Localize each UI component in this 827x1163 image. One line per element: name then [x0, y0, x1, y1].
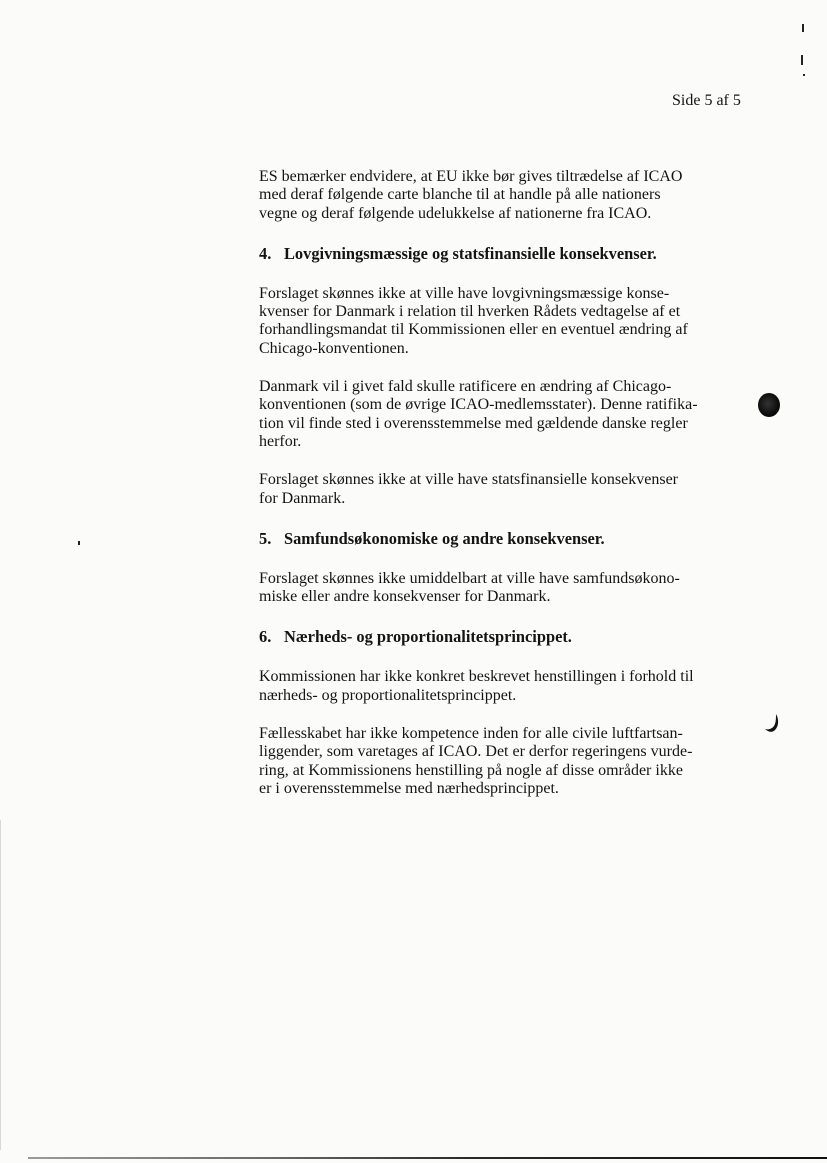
text-line: miske eller andre konsekvenser for Danmark. [259, 588, 551, 606]
section-4-number: 4. [259, 243, 272, 263]
section-5-paragraph-1 [259, 570, 749, 607]
text-line: forhandlingsmandat til Kommissionen eller en eventuel ændring af [259, 321, 688, 339]
scan-edge-artifact [0, 820, 1, 1150]
text-line: med deraf følgende carte blanche til at handle på alle nationers [259, 186, 661, 204]
section-5-title: Samfundsøkonomiske og andre konsekvenser. [284, 528, 605, 548]
text-line: konventionen (som de øvrige ICAO-medlemsstater). Denne ratifika- [259, 396, 698, 414]
text-line: vegne og deraf følgende udelukkelse af nationerne fra ICAO. [259, 204, 652, 222]
scan-speck-artifact [801, 55, 803, 65]
section-6-heading [259, 627, 749, 646]
scan-hook-artifact [764, 713, 782, 735]
intro-paragraph [259, 168, 749, 223]
section-6-number: 6. [259, 627, 272, 647]
scan-blot-artifact [758, 393, 780, 417]
page-number: Side 5 af 5 [672, 92, 741, 109]
text-line: for Danmark. [259, 489, 346, 507]
section-6-paragraph-2 [259, 725, 749, 798]
section-6-title: Nærheds- og proportionalitetsprincippet. [284, 627, 572, 647]
text-line: ring, at Kommissionens henstilling på nogle af disse områder ikke [259, 761, 683, 779]
section-6-paragraph-1 [259, 668, 749, 705]
text-line: er i overensstemmelse med nærhedsprincippet. [259, 779, 559, 797]
section-4-paragraph-2 [259, 378, 749, 451]
section-4-title: Lovgivningsmæssige og statsfinansielle konsekvenser. [284, 243, 657, 263]
text-line: Forslaget skønnes ikke at ville have lovgivningsmæssige konse- [259, 284, 670, 302]
scan-speck-artifact [78, 541, 80, 545]
text-line: ES bemærker endvidere, at EU ikke bør gives tiltrædelse af ICAO [259, 168, 683, 185]
section-4-heading [259, 244, 749, 263]
section-4-paragraph-1 [259, 285, 749, 358]
section-4-paragraph-3 [259, 471, 749, 508]
text-line: Kommissionen har ikke konkret beskrevet henstillingen i forhold til [259, 668, 694, 686]
text-line: liggender, som varetages af ICAO. Det er derfor regeringens vurde- [259, 743, 693, 761]
text-line: tion vil finde sted i overensstemmelse med gældende danske regler [259, 414, 688, 432]
text-line: Fællesskabet har ikke kompetence inden for alle civile luftfartsan- [259, 725, 683, 743]
text-line: Forslaget skønnes ikke at ville have statsfinansielle konsekvenser [259, 471, 679, 489]
text-line: nærheds- og proportionalitetsprincippet. [259, 686, 517, 704]
text-line: herfor. [259, 432, 302, 450]
text-line: Danmark vil i givet fald skulle ratificere en ændring af Chicago- [259, 378, 672, 396]
text-line: Chicago-konventionen. [259, 339, 409, 357]
scan-speck-artifact [802, 24, 804, 32]
section-5-number: 5. [259, 528, 272, 548]
text-line: Forslaget skønnes ikke umiddelbart at ville have samfundsøkono- [259, 569, 680, 587]
document-body [259, 168, 749, 798]
section-5-heading [259, 529, 749, 548]
scan-speck-artifact [803, 74, 805, 76]
scan-bottom-edge-artifact [28, 1157, 827, 1159]
text-line: kvenser for Danmark i relation til hverken Rådets vedtagelse af et [259, 303, 681, 321]
